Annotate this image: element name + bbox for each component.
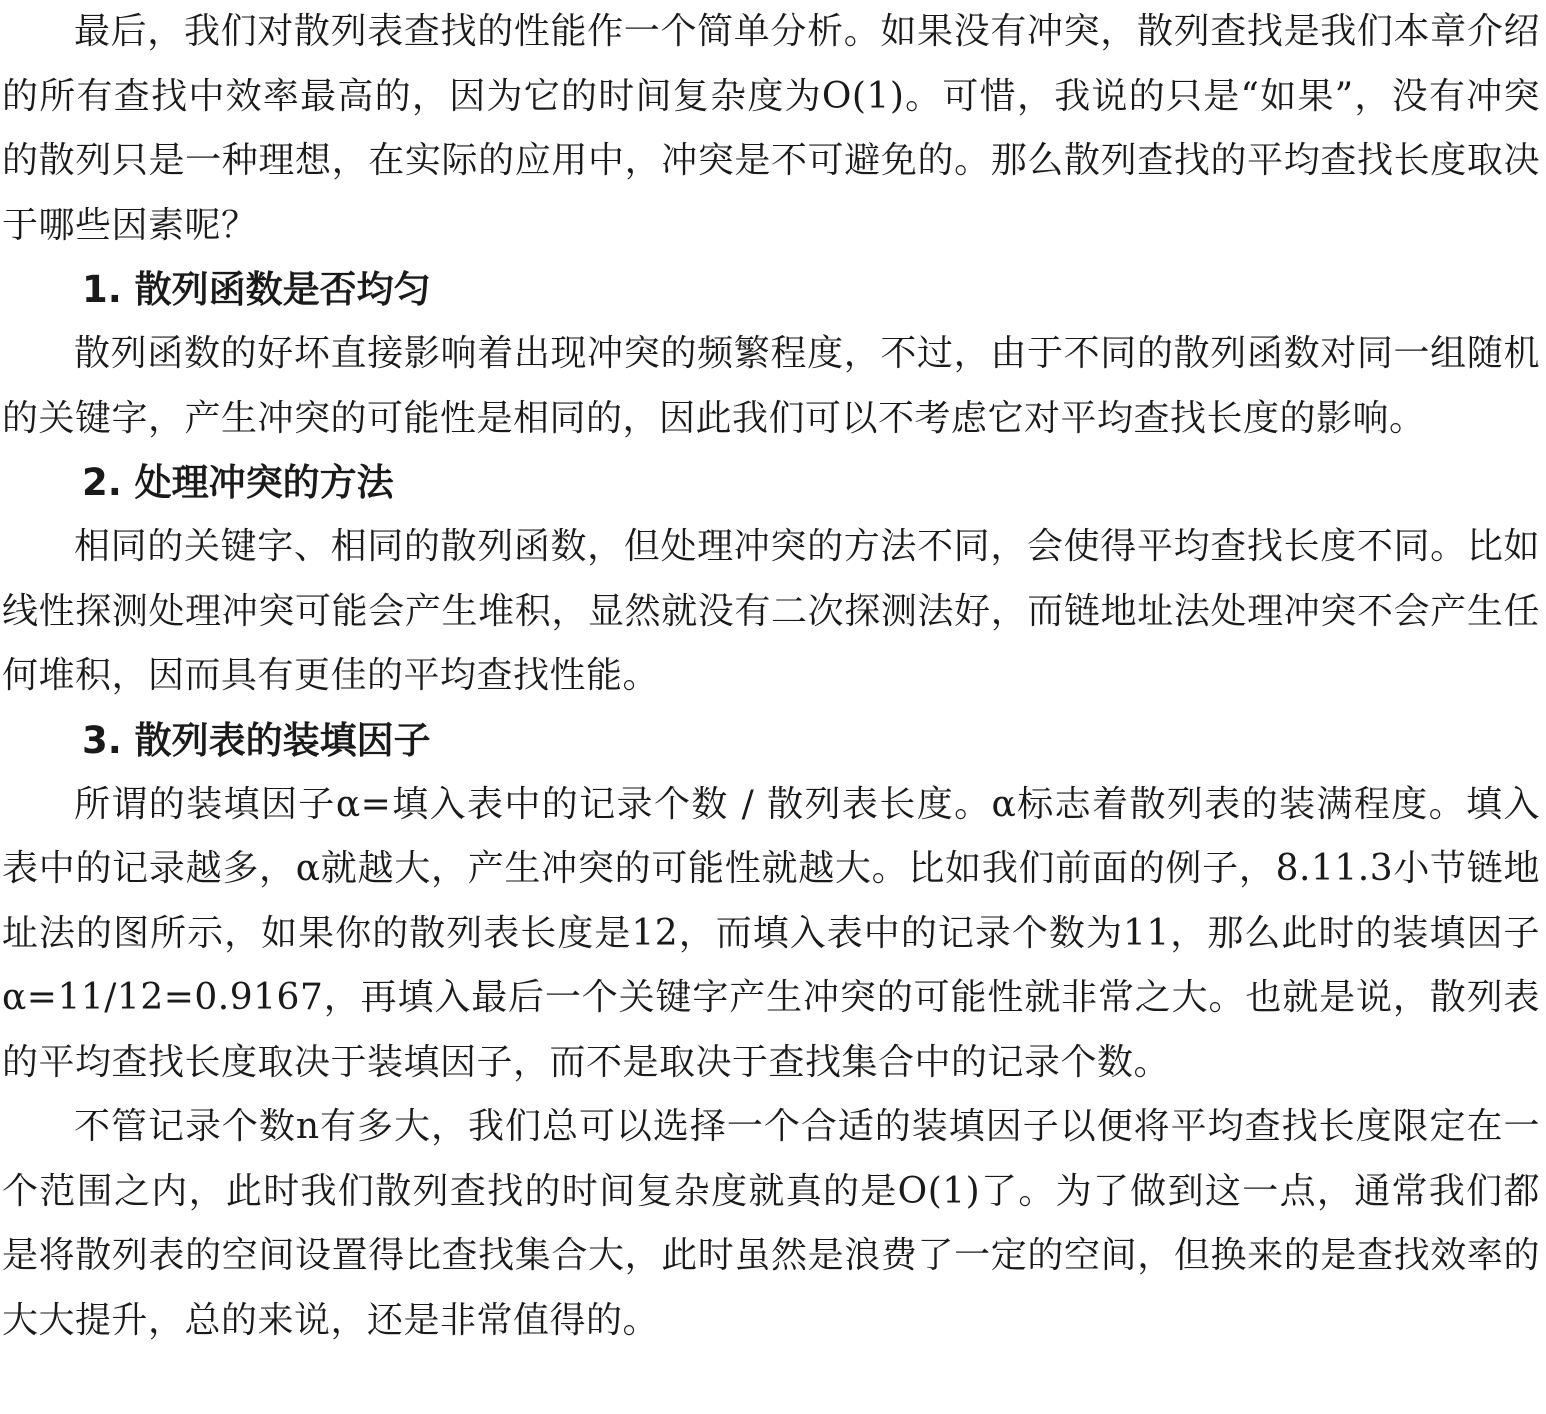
section-heading-load-factor: 3. 散列表的装填因子 bbox=[82, 718, 431, 762]
load-factor-paragraph: 所谓的装填因子α=填入表中的记录个数 / 散列表长度。α标志着散列表的装满程度。填入表中的记录越多，α就越大，产生冲突的可能性就越大。比如我们前面的例子，8.11.3小节链地址法的图所示，如果你的散列表长度是12，而填入表中的记录个数为11，那么此时的装填因子α=11/12=0.9167，再填入最后一个关键字产生冲突的可能性就非常之大。也就是说，散列表的平均查找长度取决于装填因子，而不是取决于查找集合中的记录个数。 bbox=[2, 783, 1540, 1083]
section-heading-collision-handling: 2. 处理冲突的方法 bbox=[82, 461, 394, 504]
section-heading-hash-function: 1. 散列函数是否均匀 bbox=[82, 268, 431, 311]
hash-function-paragraph: 散列函数的好坏直接影响着出现冲突的频繁程度，不过，由于不同的散列函数对同一组随机的关键字，产生冲突的可能性是相同的，因此我们可以不考虑它对平均查找长度的影响。 bbox=[2, 333, 1540, 439]
conclusion-paragraph: 不管记录个数n有多大，我们总可以选择一个合适的装填因子以便将平均查找长度限定在一个范围之内，此时我们散列查找的时间复杂度就真的是O(1)了。为了做到这一点，通常我们都是将散列表的空间设置得比查找集合大，此时虽然是浪费了一定的空间，但换来的是查找效率的大大提升，总的来说，还是非常值得的。 bbox=[2, 1106, 1540, 1341]
collision-handling-paragraph: 相同的关键字、相同的散列函数，但处理冲突的方法不同，会使得平均查找长度不同。比如线性探测处理冲突可能会产生堆积，显然就没有二次探测法好，而链地址法处理冲突不会产生任何堆积，因而具有更佳的平均查找性能。 bbox=[2, 526, 1540, 696]
intro-paragraph: 最后，我们对散列表查找的性能作一个简单分析。如果没有冲突，散列查找是我们本章介绍的所有查找中效率最高的，因为它的时间复杂度为O(1)。可惜，我说的只是“如果”，没有冲突的散列只是一种理想，在实际的应用中，冲突是不可避免的。那么散列查找的平均查找长度取决于哪些因素呢？ bbox=[2, 11, 1540, 246]
